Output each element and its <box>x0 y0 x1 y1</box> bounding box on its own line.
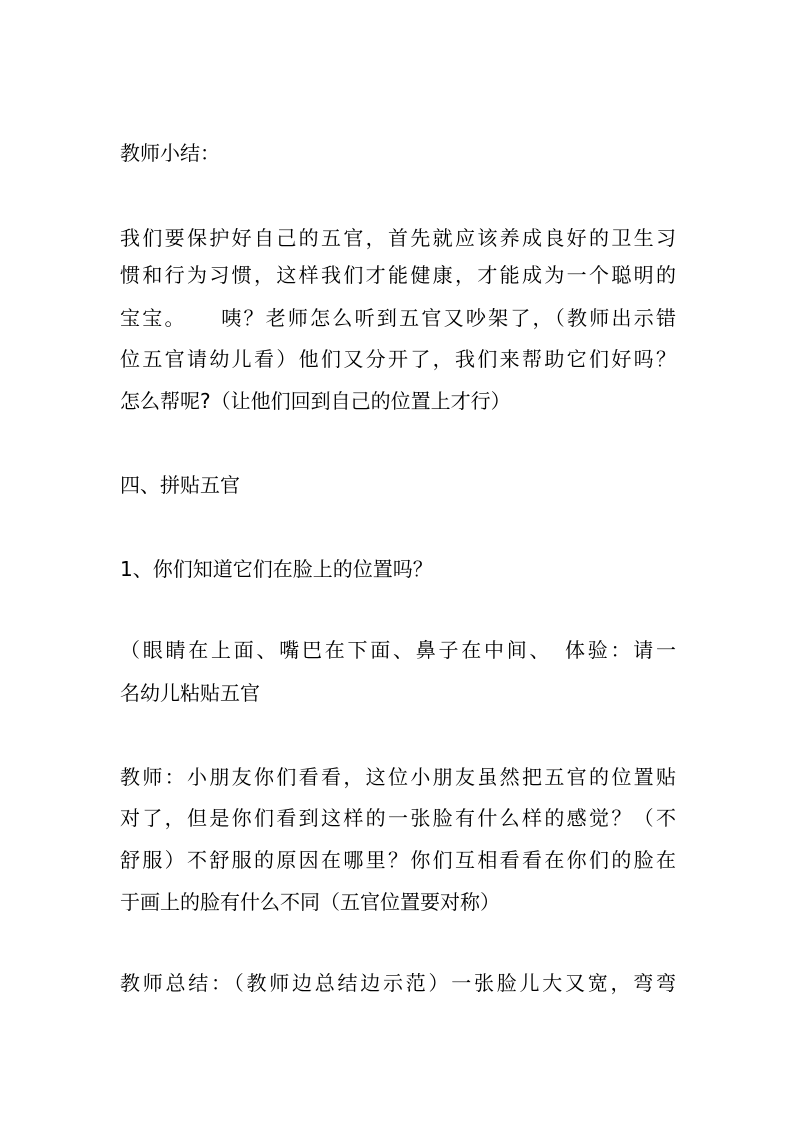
question-one: 1、你们知道它们在脸上的位置吗？ <box>120 557 433 581</box>
paragraph-line: （眼睛在上面、嘴巴在下面、鼻子在中间、 体验：请一 <box>120 638 676 662</box>
paragraph-line: 对了，但是你们看到这样的一张脸有什么样的感觉？（不 <box>120 806 676 830</box>
paragraph-line: 惯和行为习惯，这样我们才能健康，才能成为一个聪明的 <box>120 263 676 287</box>
section-four-heading: 四、拼贴五官 <box>120 473 240 497</box>
paragraph-line: 舒服）不舒服的原因在哪里？你们互相看看在你们的脸在 <box>120 848 676 872</box>
paragraph-line: 怎么帮呢?（让他们回到自己的位置上才行） <box>120 389 511 413</box>
paragraph-line: 教师总结：（教师边总结边示范）一张脸儿大又宽，弯弯 <box>120 971 676 995</box>
paragraph-line: 名幼儿粘贴五官 <box>120 681 260 705</box>
paragraph-line: 宝宝。 咦？老师怎么听到五官又吵架了，（教师出示错 <box>120 306 676 330</box>
paragraph-line: 教师：小朋友你们看看，这位小朋友虽然把五官的位置贴 <box>120 765 676 789</box>
paragraph-line: 我们要保护好自己的五官，首先就应该养成良好的卫生习 <box>120 226 676 250</box>
paragraph-line: 位五官请幼儿看）他们又分开了，我们来帮助它们好吗？ <box>120 347 676 371</box>
paragraph-line: 于画上的脸有什么不同（五官位置要对称） <box>120 890 500 914</box>
teacher-summary-heading: 教师小结： <box>120 141 220 165</box>
